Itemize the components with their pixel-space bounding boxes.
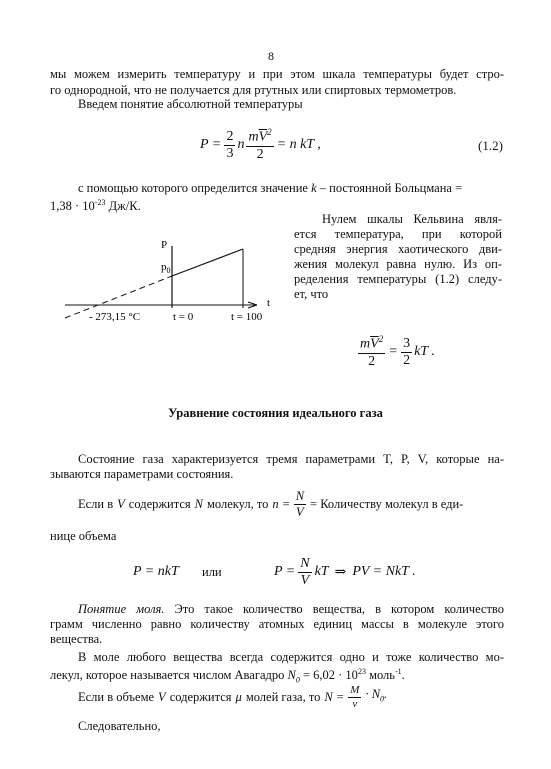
state-eq-f-num: N — [300, 555, 310, 571]
eq12-coef-num: 2 — [226, 128, 234, 144]
eq12-energy-den: 2 — [256, 146, 264, 162]
concentration-line — [78, 486, 463, 522]
ekt-energy — [358, 335, 385, 369]
section-heading: Уравнение состояния идеального газа — [168, 406, 383, 420]
avogadro-unit-exp: -1 — [395, 667, 402, 676]
kelvin-line3: средняя энергия хаотического дви- — [294, 242, 502, 256]
moles-line — [78, 680, 387, 714]
graph-t-axis-label: t — [267, 297, 271, 309]
mole-text: Это такое количество вещества, в котором количество — [174, 602, 505, 616]
moles-n: N = — [324, 690, 345, 704]
ekt-coef — [401, 337, 412, 368]
ekt-rhs: kT . — [414, 344, 435, 359]
state-eq-kt: kT — [314, 564, 329, 579]
eq12-energy — [246, 128, 273, 162]
ekt-energy-num — [358, 335, 385, 354]
avogadro-value: = 6,02 · 10 — [302, 668, 358, 683]
conclusion: Следовательно, — [78, 719, 161, 733]
moles-f-num: M — [350, 683, 360, 696]
kelvin-line1: Нулем шкалы Кельвина явля- — [322, 212, 502, 226]
avogadro-end: . — [401, 668, 405, 683]
conc-nn: N — [194, 497, 203, 511]
intro-absolute-temperature: Введем понятие абсолютной температуры — [78, 97, 303, 111]
mole-line3: вещества. — [50, 632, 103, 646]
conc-eq: = — [282, 497, 290, 511]
moles-end: . — [384, 687, 388, 702]
eq12-number: (1.2) — [478, 138, 503, 153]
mole-line2: грамм численно равно количеству атомных единиц массы в молекуле этого — [50, 617, 504, 631]
state-eq-fraction — [298, 557, 311, 588]
graph-p0-label — [161, 261, 171, 275]
eq12-v: $\overline{V}$ — [258, 129, 268, 145]
moles-a: Если в объеме — [78, 690, 155, 704]
state-eq-result: PV = NkT . — [352, 564, 416, 579]
state-line1: Состояние газа характеризуется тремя параметрами T, P, V, которые на- — [78, 452, 504, 466]
conc-v: V — [117, 497, 125, 511]
boltzmann-text: с помощью которого определится значение — [78, 181, 308, 195]
avogadro-n0-sub: 0 — [295, 675, 300, 685]
eq12-rhs: n kT , — [289, 137, 321, 152]
mole-term: Понятие моля. — [78, 602, 165, 616]
state-eq-or: или — [202, 565, 222, 579]
state-eq-f-den: V — [300, 572, 310, 588]
boltzmann-exp: -23 — [94, 198, 106, 207]
graph-x-100-label: t = 100 — [231, 311, 263, 323]
ekt-equals: = — [389, 344, 398, 359]
ekt-sq: 2 — [378, 334, 384, 345]
moles-c: молей газа, то — [245, 690, 321, 704]
eq12-coef-den: 3 — [226, 145, 234, 161]
state-eq-p: P = — [274, 564, 296, 579]
graph-p0-sub: 0 — [166, 266, 171, 275]
eq12-lhs: P — [200, 137, 209, 152]
eq12-equals-2: = — [277, 137, 286, 152]
kelvin-line5: ределения температуры (1.2) следу- — [294, 272, 502, 286]
graph-p0-main: p — [161, 261, 167, 273]
eq12-n: n — [237, 137, 245, 152]
eq12-energy-num — [246, 128, 273, 147]
conc-f-num: N — [295, 489, 305, 503]
equation-1-2 — [200, 125, 321, 165]
graph-pressure-line — [172, 249, 243, 276]
moles-d: · N — [365, 687, 381, 702]
conc-c: молекул, то — [206, 497, 269, 511]
eq12-sq: 2 — [267, 127, 272, 138]
concentration-line2: нице объема — [50, 529, 117, 543]
page-number: 8 — [268, 49, 274, 63]
moles-d-sub: 0 — [380, 694, 385, 704]
boltzmann-line1 — [78, 180, 462, 196]
conc-d: = Количеству молекул в еди- — [310, 497, 464, 511]
eq12-coef — [224, 130, 235, 161]
conc-f-den: V — [296, 504, 304, 519]
boltzmann-line2 — [50, 195, 141, 214]
para1-line2: го однородной, что не получается для ртутных или спиртовых термометров. — [50, 83, 457, 97]
state-eq-right — [274, 552, 416, 592]
conc-a: Если в — [78, 497, 114, 511]
avogadro-n: N — [287, 668, 296, 683]
moles-b: содержится — [169, 690, 232, 704]
eq12-equals: = — [212, 137, 221, 152]
ekt-m: m — [360, 336, 371, 352]
avogadro-exp: 23 — [357, 667, 366, 676]
para1-line1: мы можем измерить температуру и при этом шкала температуры будет стро- — [50, 67, 504, 81]
moles-f-den: ν — [352, 697, 358, 710]
conc-n: n — [272, 497, 279, 511]
equation-energy-kt — [358, 332, 435, 372]
kelvin-line6: ет, что — [294, 287, 329, 301]
state-line2: зываются параметрами состояния. — [50, 467, 234, 481]
ekt-coef-den: 2 — [403, 352, 411, 368]
moles-v: V — [158, 690, 166, 704]
graph-x-zero-label: t = 0 — [173, 311, 194, 323]
state-eq-arrow: ⇒ — [334, 564, 347, 580]
boltzmann-text-b: – постоянной Больцмана = — [319, 181, 463, 195]
moles-n0 — [365, 686, 387, 708]
kelvin-line2: ется температура, при которой — [294, 227, 502, 241]
mole-line1 — [78, 601, 504, 617]
conc-fraction — [294, 490, 306, 518]
graph-x-neg-label: - 273,15 °C — [89, 311, 141, 323]
avogadro-text: лекул, которое называется числом Авагадро — [50, 668, 285, 683]
boltzmann-k: k — [311, 181, 317, 195]
avogadro-unit: моль — [365, 668, 395, 683]
ekt-energy-den: 2 — [368, 353, 376, 369]
boltzmann-val: 1,38 · 10 — [50, 199, 95, 214]
boltzmann-unit: Дж/К. — [108, 199, 141, 214]
avogadro-line1: В моле любого вещества всегда содержится одно и тоже количество мо- — [78, 650, 504, 664]
conc-b: содержится — [128, 497, 191, 511]
pressure-temperature-graph — [55, 228, 285, 328]
kelvin-line4: жения молекул равна нулю. Из оп- — [294, 257, 502, 271]
moles-fraction — [348, 685, 361, 710]
moles-mu: μ — [235, 690, 242, 704]
eq12-m: m — [248, 129, 259, 145]
ekt-v: $\overline{V}$ — [370, 336, 379, 352]
graph-p-label: P — [161, 239, 168, 251]
state-eq-left: P = nkT — [133, 564, 179, 579]
ekt-coef-num: 3 — [403, 335, 411, 351]
